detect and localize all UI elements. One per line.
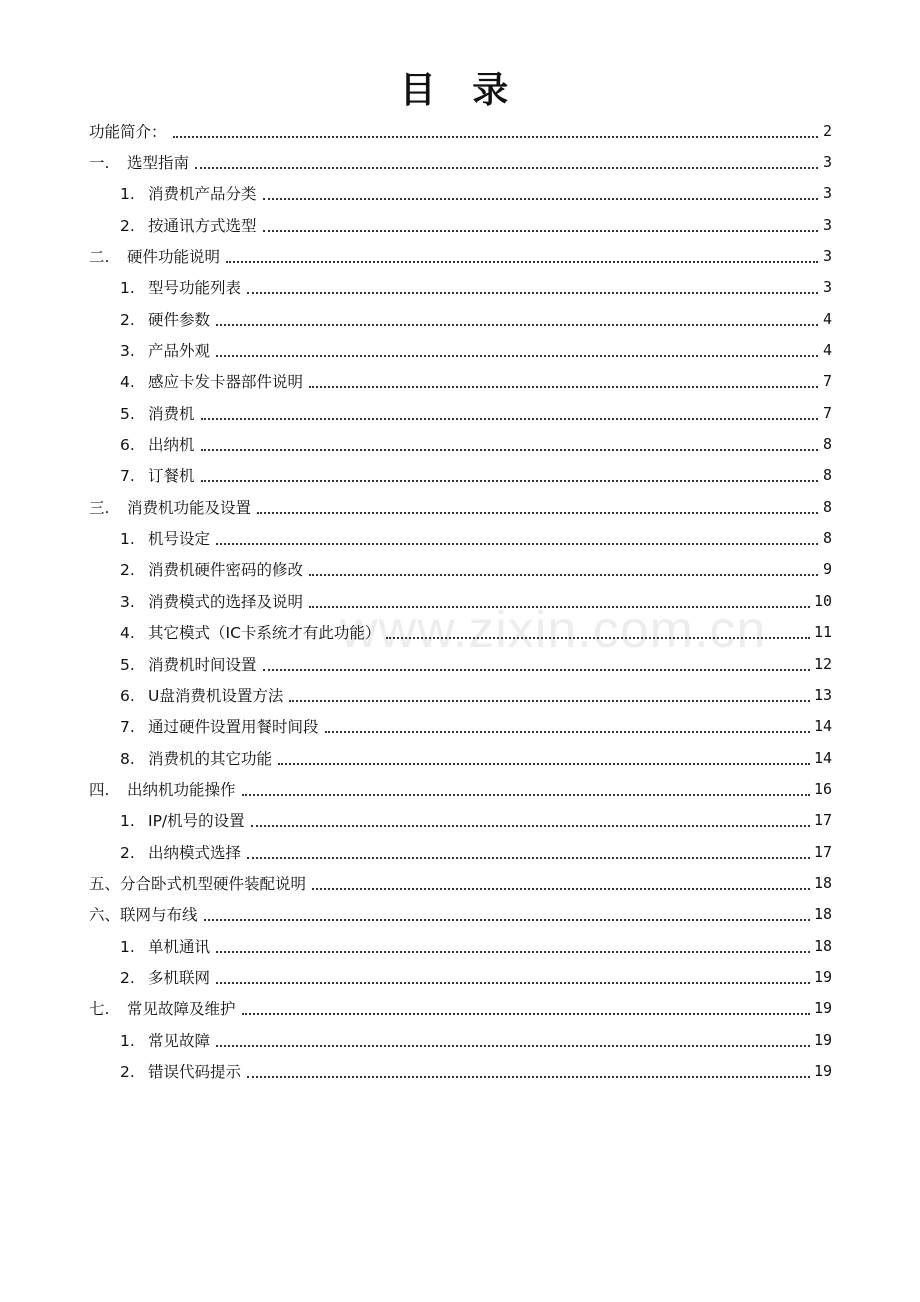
- dot-leader: [251, 825, 810, 827]
- toc-entry-page-number: 19: [813, 1030, 832, 1049]
- toc-entry-text: 消费机: [148, 404, 195, 423]
- toc-entry-page-number: 3: [822, 153, 832, 172]
- dot-leader: [309, 386, 818, 388]
- toc-entry-text: 消费机时间设置: [148, 655, 257, 674]
- toc-entry-subsection[interactable]: [0, 617, 920, 648]
- toc-entry-number: 五、: [89, 874, 121, 893]
- toc-entry-text: 订餐机: [148, 467, 195, 486]
- toc-entry-page-number: 12: [813, 654, 832, 673]
- toc-entry-subsection[interactable]: [0, 272, 920, 303]
- dot-leader: [386, 637, 810, 639]
- dot-leader: [216, 355, 818, 357]
- toc-entry-page-number: 3: [822, 184, 832, 203]
- toc-entry-page-number: 9: [822, 560, 832, 579]
- toc-entry-title: [120, 370, 303, 392]
- toc-entry-page-number: 14: [813, 717, 832, 736]
- dot-leader: [247, 1076, 810, 1078]
- toc-entry-text: 消费机的其它功能: [148, 749, 273, 768]
- toc-entry-title: [120, 402, 195, 424]
- toc-entry-page-number: 14: [813, 748, 832, 767]
- toc-entry-subsection[interactable]: [0, 428, 920, 459]
- toc-entry-title: [120, 841, 241, 863]
- toc-entry-title: [120, 590, 303, 612]
- toc-entry-text: 出纳机: [148, 436, 195, 455]
- toc-entry-text: IP/机号的设置: [148, 812, 245, 831]
- toc-entry-subsection[interactable]: [0, 1055, 920, 1086]
- toc-entry-page-number: 3: [822, 215, 832, 234]
- toc-entry-page-number: 19: [813, 1061, 832, 1080]
- toc-entry-page-number: 8: [822, 529, 832, 548]
- toc-entry-number: 6.: [120, 436, 135, 455]
- toc-entry-subsection[interactable]: [0, 178, 920, 209]
- toc-entry-page-number: 18: [813, 905, 832, 924]
- toc-entry-text: 消费机功能及设置: [127, 498, 252, 517]
- toc-entry-text: 常见故障: [148, 1031, 211, 1050]
- toc-entry-title: [120, 339, 210, 361]
- dot-leader: [263, 230, 818, 232]
- toc-entry-page-number: 8: [822, 466, 832, 485]
- dot-leader: [325, 731, 810, 733]
- dot-leader: [263, 198, 818, 200]
- toc-entry-number: 一.: [89, 154, 110, 173]
- toc-entry-title: [120, 464, 195, 486]
- toc-entry-page-number: 11: [813, 623, 832, 642]
- toc-entry-number: 四.: [89, 780, 110, 799]
- toc-entry-number: 5.: [120, 655, 135, 674]
- dot-leader: [201, 418, 818, 420]
- toc-entry-subsection[interactable]: [0, 930, 920, 961]
- toc-entry-number: 5.: [120, 404, 135, 423]
- toc-entry-text: 消费模式的选择及说明: [148, 592, 304, 611]
- dot-leader: [309, 606, 810, 608]
- dot-leader: [216, 982, 810, 984]
- toc-entry-subsection[interactable]: [0, 742, 920, 773]
- dot-leader: [201, 449, 818, 451]
- dot-leader: [242, 794, 810, 796]
- toc-entry-text: 其它模式（IC卡系统才有此功能）: [148, 624, 381, 643]
- toc-entry-page-number: 13: [813, 685, 832, 704]
- toc-entry-title: [120, 182, 257, 204]
- toc-entry-page-number: 8: [822, 435, 832, 454]
- toc-entry-text: 感应卡发卡器部件说明: [148, 373, 304, 392]
- toc-entry-number: 1.: [120, 279, 135, 298]
- toc-entry-number: 6.: [120, 686, 135, 705]
- toc-entry-text: 产品外观: [148, 342, 211, 361]
- toc-entry-page-number: 3: [822, 247, 832, 266]
- toc-entry-title: [120, 1029, 210, 1051]
- toc-entry-page-number: 2: [822, 121, 832, 140]
- toc-entry-number: 2.: [120, 968, 135, 987]
- toc-entry-subsection[interactable]: [0, 679, 920, 710]
- toc-entry-subsection[interactable]: [0, 836, 920, 867]
- page-title: 目 录: [399, 70, 521, 111]
- toc-entry-title: [120, 935, 210, 957]
- toc-entry-text: 选型指南: [127, 154, 190, 173]
- toc-entry-subsection[interactable]: [0, 209, 920, 240]
- toc-entry-page-number: 19: [813, 999, 832, 1018]
- dot-leader: [242, 1013, 810, 1015]
- watermark: www.zixin.com.cn: [340, 601, 767, 659]
- toc-entry-subsection[interactable]: [0, 1024, 920, 1055]
- dot-leader: [195, 167, 818, 169]
- toc-entry-number: 三.: [89, 498, 110, 517]
- toc-entry-page-number: 4: [822, 341, 832, 360]
- dot-leader: [247, 292, 818, 294]
- toc-entry-title: [89, 997, 236, 1019]
- dot-leader: [247, 857, 810, 859]
- toc-entry-number: 4.: [120, 624, 135, 643]
- toc-entry-page-number: 8: [822, 497, 832, 516]
- toc-entry-number: 七.: [89, 1000, 110, 1019]
- toc-entry-subsection[interactable]: [0, 366, 920, 397]
- toc-entry-number: 1.: [120, 812, 135, 831]
- toc-entry-text: 单机通讯: [148, 937, 211, 956]
- toc-entry-title: [120, 715, 319, 737]
- dot-leader: [216, 543, 818, 545]
- toc-entry-text: 多机联网: [148, 968, 211, 987]
- toc-entry-text: 出纳机功能操作: [127, 780, 236, 799]
- toc-entry-title: [89, 245, 220, 267]
- toc-entry-page-number: 4: [822, 309, 832, 328]
- toc-entry-subsection[interactable]: [0, 303, 920, 334]
- toc-entry-title: [120, 214, 257, 236]
- toc-entry-number: 1.: [120, 530, 135, 549]
- toc-entry-text: 消费机硬件密码的修改: [148, 561, 304, 580]
- toc-entry-title: [120, 1060, 241, 1082]
- dot-leader: [289, 700, 810, 702]
- toc-entry-title: [120, 621, 380, 643]
- toc-entry-title: [89, 872, 306, 894]
- toc-entry-text: 硬件功能说明: [127, 248, 221, 267]
- dot-leader: [204, 919, 810, 921]
- toc-entry-text: 联网与布线: [120, 906, 198, 925]
- dot-leader: [226, 261, 818, 263]
- toc-entry-page-number: 19: [813, 967, 832, 986]
- toc-entry-subsection[interactable]: [0, 648, 920, 679]
- dot-leader: [257, 512, 818, 514]
- toc-entry-subsection[interactable]: [0, 460, 920, 491]
- toc-entry-section[interactable]: [0, 867, 920, 898]
- toc-entry-text: 按通讯方式选型: [148, 216, 257, 235]
- toc-entry-number: 7.: [120, 467, 135, 486]
- toc-entry-section[interactable]: [0, 240, 920, 271]
- toc-entry-text: 错误代码提示: [148, 1062, 242, 1081]
- dot-leader: [312, 888, 810, 890]
- toc-entry-number: 2.: [120, 561, 135, 580]
- toc-entry-page-number: 18: [813, 873, 832, 892]
- toc-entry-text: 常见故障及维护: [127, 1000, 236, 1019]
- toc-entry-text: 通过硬件设置用餐时间段: [148, 718, 319, 737]
- toc-entry-subsection[interactable]: [0, 805, 920, 836]
- toc-entry-number: 1.: [120, 185, 135, 204]
- toc-entry-number: 7.: [120, 718, 135, 737]
- toc-entry-number: 3.: [120, 342, 135, 361]
- toc-entry-number: 2.: [120, 216, 135, 235]
- toc-entry-title: [120, 684, 283, 706]
- toc-entry-number: 2.: [120, 310, 135, 329]
- toc-entry-title: [120, 276, 241, 298]
- toc-entry-section[interactable]: [0, 899, 920, 930]
- toc-entry-number: 3.: [120, 592, 135, 611]
- toc-entry-text: 消费机产品分类: [148, 185, 257, 204]
- toc-entry-number: 1.: [120, 1031, 135, 1050]
- toc-entry-number: 六、: [89, 906, 121, 925]
- toc-entry-title: [89, 903, 198, 925]
- toc-entry-subsection[interactable]: [0, 585, 920, 616]
- toc-entry-section[interactable]: [0, 146, 920, 177]
- toc-entry-page-number: 7: [822, 403, 832, 422]
- table-of-contents: [0, 115, 920, 1087]
- dot-leader: [216, 951, 810, 953]
- toc-entry-subsection[interactable]: [0, 554, 920, 585]
- toc-entry-title: [120, 527, 210, 549]
- toc-entry-title: [120, 966, 210, 988]
- toc-entry-subsection[interactable]: [0, 397, 920, 428]
- toc-entry-title: [89, 120, 167, 142]
- dot-leader: [201, 480, 818, 482]
- toc-entry-subsection[interactable]: [0, 522, 920, 553]
- toc-entry-section[interactable]: [0, 115, 920, 146]
- toc-entry-text: 分合卧式机型硬件装配说明: [120, 874, 307, 893]
- toc-entry-text: 型号功能列表: [148, 279, 242, 298]
- toc-entry-title: [89, 778, 236, 800]
- toc-entry-page-number: 17: [813, 842, 832, 861]
- toc-entry-page-number: 16: [813, 779, 832, 798]
- toc-entry-title: [120, 653, 257, 675]
- toc-entry-title: [120, 308, 210, 330]
- toc-entry-page-number: 7: [822, 372, 832, 391]
- dot-leader: [309, 574, 818, 576]
- toc-entry-number: 4.: [120, 373, 135, 392]
- toc-entry-title: [89, 151, 189, 173]
- toc-entry-page-number: 3: [822, 278, 832, 297]
- dot-leader: [278, 763, 810, 765]
- toc-entry-page-number: 10: [813, 591, 832, 610]
- dot-leader: [263, 669, 810, 671]
- toc-entry-section[interactable]: [0, 491, 920, 522]
- toc-entry-text: 功能简介：: [89, 122, 167, 141]
- toc-entry-number: 8.: [120, 749, 135, 768]
- toc-entry-number: 二.: [89, 248, 110, 267]
- toc-entry-title: [120, 747, 272, 769]
- toc-entry-page-number: 17: [813, 811, 832, 830]
- toc-entry-number: 2.: [120, 843, 135, 862]
- toc-entry-title: [120, 809, 245, 831]
- toc-entry-subsection[interactable]: [0, 334, 920, 365]
- toc-entry-number: 2.: [120, 1062, 135, 1081]
- toc-entry-section[interactable]: [0, 773, 920, 804]
- toc-entry-title: [120, 558, 303, 580]
- toc-entry-page-number: 18: [813, 936, 832, 955]
- toc-entry-text: 出纳模式选择: [148, 843, 242, 862]
- toc-entry-text: U盘消费机设置方法: [148, 686, 284, 705]
- toc-entry-title: [89, 496, 251, 518]
- toc-entry-title: [120, 433, 195, 455]
- toc-entry-text: 机号设定: [148, 530, 211, 549]
- toc-entry-subsection[interactable]: [0, 711, 920, 742]
- dot-leader: [173, 136, 818, 138]
- toc-entry-section[interactable]: [0, 993, 920, 1024]
- toc-entry-subsection[interactable]: [0, 961, 920, 992]
- dot-leader: [216, 1045, 810, 1047]
- toc-entry-text: 硬件参数: [148, 310, 211, 329]
- dot-leader: [216, 324, 818, 326]
- toc-entry-number: 1.: [120, 937, 135, 956]
